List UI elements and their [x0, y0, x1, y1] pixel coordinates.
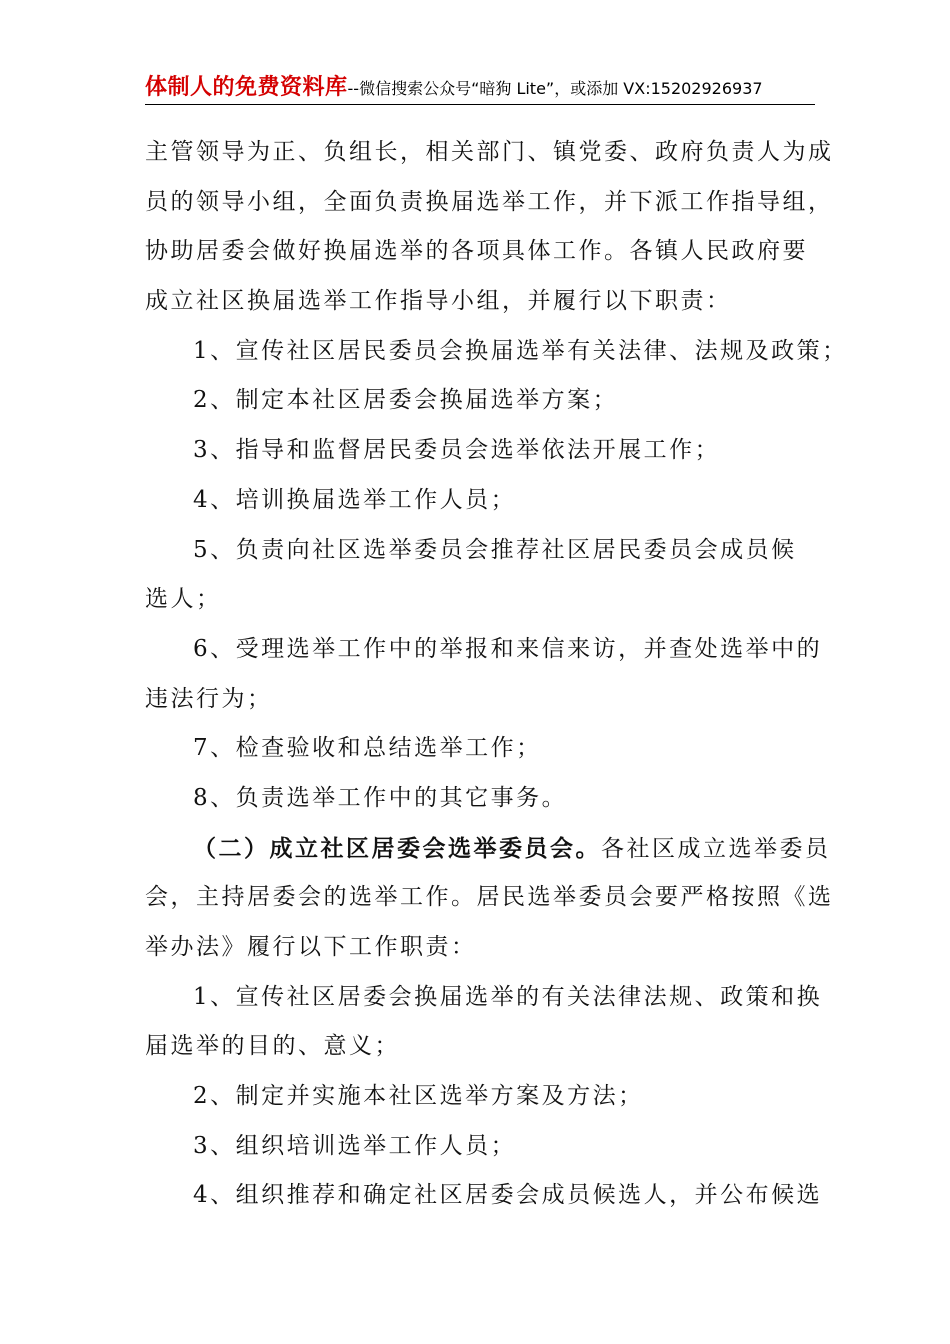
list-item: 6、受理选举工作中的举报和来信来访，并查处选举中的	[193, 635, 823, 662]
list-item: 4、培训换届选举工作人员；	[193, 486, 517, 513]
paragraph-line: 举办法》履行以下工作职责：	[145, 934, 477, 960]
list-item: 2、制定本社区居委会换届选举方案；	[193, 387, 619, 414]
list-item-continuation: 选人；	[145, 586, 222, 613]
paragraph-line: 协助居委会做好换届选举的各项具体工作。各镇人民政府要	[145, 238, 808, 265]
paragraph-line: 主管领导为正、负组长，相关部门、镇党委、政府负责人为成	[145, 139, 834, 165]
list-item: 2、制定并实施本社区选举方案及方法；	[193, 1083, 644, 1110]
list-item-continuation: 违法行为；	[145, 685, 273, 712]
list-item: 5、负责向社区选举委员会推荐社区居民委员会成员候	[193, 536, 797, 563]
header-tagline: --微信搜索公众号“暗狗 Lite”，或添加 VX:15202926937	[347, 79, 763, 98]
section-heading: （二）成立社区居委会选举委员会。	[193, 834, 601, 862]
document-header	[145, 70, 815, 105]
list-item: 7、检查验收和总结选举工作；	[193, 735, 542, 762]
list-item: 1、宣传社区居委会换届选举的有关法律法规、政策和换	[193, 983, 823, 1010]
paragraph-line: 成立社区换届选举工作指导小组，并履行以下职责：	[145, 288, 732, 315]
paragraph-line: 员的领导小组，全面负责换届选举工作，并下派工作指导组，	[145, 188, 834, 215]
list-item: 3、组织培训选举工作人员；	[193, 1132, 517, 1159]
header-brand: 体制人的免费资料库	[145, 75, 348, 100]
list-item: 4、组织推荐和确定社区居委会成员候选人，并公布候选	[193, 1182, 823, 1209]
document-body	[145, 128, 848, 1221]
list-item-continuation: 届选举的目的、意义；	[145, 1033, 400, 1060]
list-item: 3、指导和监督居民委员会选举依法开展工作；	[193, 437, 721, 464]
list-item: 1、宣传社区居民委员会换届选举有关法律、法规及政策；	[193, 337, 848, 364]
section-heading-line: （二）成立社区居委会选举委员会。各社区成立选举委员	[193, 834, 831, 862]
list-item: 8、负责选举工作中的其它事务。	[193, 784, 568, 811]
paragraph-line: 会，主持居委会的选举工作。居民选举委员会要严格按照《选	[145, 884, 834, 911]
